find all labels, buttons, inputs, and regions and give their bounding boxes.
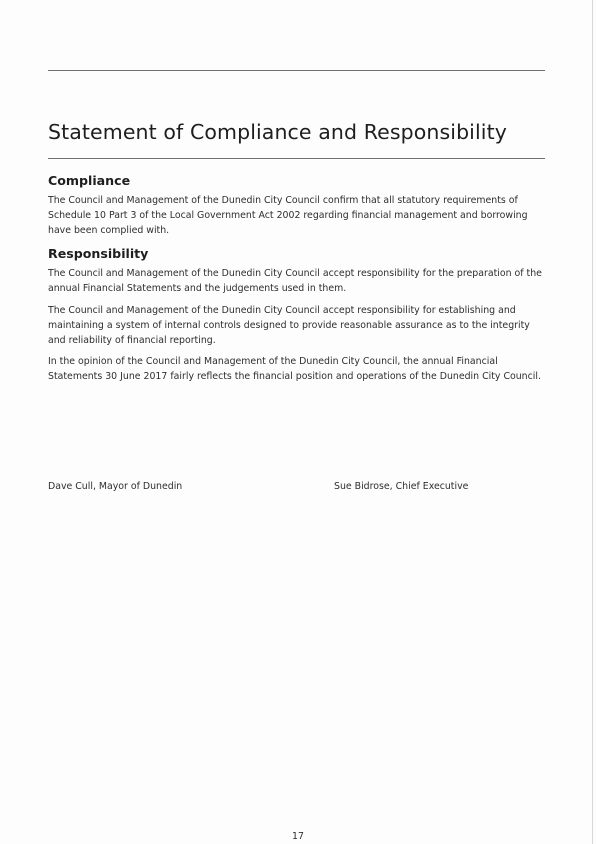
signatory-chief-executive: Sue Bidrose, Chief Executive xyxy=(334,481,469,492)
title-divider xyxy=(48,158,545,159)
signatory-mayor: Dave Cull, Mayor of Dunedin xyxy=(48,481,183,492)
responsibility-heading: Responsibility xyxy=(48,246,149,261)
scan-edge-line xyxy=(592,0,593,844)
page-title: Statement of Compliance and Responsibility xyxy=(48,120,507,144)
page-number: 17 xyxy=(292,831,304,842)
responsibility-paragraph-3: In the opinion of the Council and Management of the Dunedin City Council, the annual Financial Statements 30 June 2017 fairly reflects the financial position and operations of the Dunedin City Council. xyxy=(48,356,541,382)
compliance-paragraph: The Council and Management of the Dunedin City Council confirm that all statutory requirements of Schedule 10 Part 3 of the Local Government Act 2002 regarding financial management and borrowing have been complied with. xyxy=(48,195,528,236)
responsibility-paragraph-2: The Council and Management of the Dunedin City Council accept responsibility for establishing and maintaining a system of internal controls designed to provide reasonable assurance as to the integrity and reliability of financial reporting. xyxy=(48,305,530,346)
responsibility-paragraph-1: The Council and Management of the Dunedin City Council accept responsibility for the preparation of the annual Financial Statements and the judgements used in them. xyxy=(48,268,542,294)
compliance-heading: Compliance xyxy=(48,173,131,188)
top-divider xyxy=(48,70,545,71)
